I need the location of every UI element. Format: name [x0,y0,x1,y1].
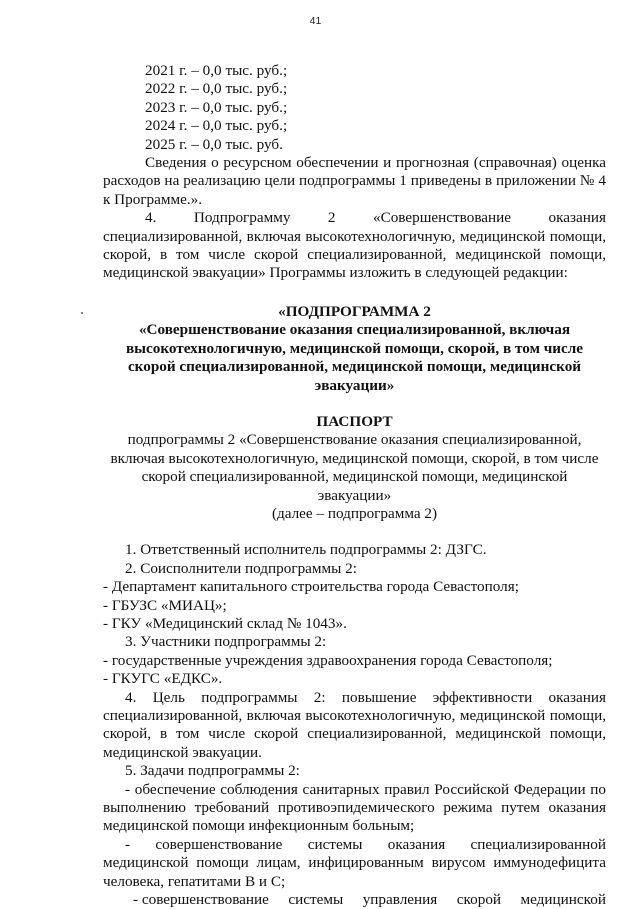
funding-2023: 2023 г. – 0,0 тыс. руб.; [145,98,288,116]
task-word: - совершенствование [133,891,269,909]
funding-2025: 2025 г. – 0,0 тыс. руб. [145,135,283,153]
passport-line4: (далее – подпрограмма 2) [271,504,438,522]
passport-line2: включая высокотехнологичную, медицинской помощи, скорой, в том числе [110,449,599,467]
subprogram-heading-line2: «Совершенствование оказания специализированной, включая [138,321,571,339]
funding-2021: 2021 г. – 0,0 тыс. руб.; [145,62,288,79]
participant-health-institutions: - государственные учреждения здравоохранения города Севастополя; [103,651,553,669]
task-hiv-care: - совершенствование системы оказания специализированной медицинской помощи лицам, инфицированным вирусом иммунодефицита человека, гепатитами В и С; [103,835,606,890]
passport-line1: подпрограммы 2 «Совершенствование оказания специализированной, [127,431,582,449]
task-ambulance-management [103,891,606,909]
item-participants: 3. Участники подпрограммы 2: [125,633,327,651]
item-tasks: 5. Задачи подпрограммы 2: [125,762,300,780]
item4-intro: 4. Подпрограмму 2 «Совершенствование оказания специализированной, включая высокотехнологичную, медицинской помощи, скорой, в том числе скорой специализированной, медицинской помощи, медицинской эвакуации» Программы изложить в следующей редакции: [103,209,606,282]
task-word: скорой [456,891,502,909]
funding-2022: 2022 г. – 0,0 тыс. руб.; [145,80,288,98]
task-word: управления [362,891,438,909]
task-word: системы [288,891,344,909]
scan-speck [81,312,83,314]
passport-line3: скорой специализированной, медицинской помощи, медицинской эвакуации» [141,468,568,504]
funding-2024: 2024 г. – 0,0 тыс. руб.; [145,117,288,135]
subprogram-heading-line5: эвакуации» [314,376,395,394]
subprogram-heading-line3: высокотехнологичную, медицинской помощи, скорой, в том числе [125,339,584,357]
task-word: медицинской [520,891,606,909]
resource-note: Сведения о ресурсном обеспечении и прогнозная (справочная) оценка расходов на реализацию цели подпрограммы 1 приведены в приложении № 4 к Программе.». [103,154,606,208]
passport-title: ПАСПОРТ [316,412,393,430]
document-body [103,62,606,909]
item-goal: 4. Цель подпрограммы 2: повышение эффективности оказания специализированной, включая высокотехнологичную, медицинской помощи, скорой, в том числе скорой специализированной, медицинской помощи, медицинской эвакуации. [103,688,606,761]
item-responsible: 1. Ответственный исполнитель подпрограммы 2: ДЗГС. [125,541,487,559]
item-coexecutors: 2. Соисполнители подпрограммы 2: [125,559,357,577]
subprogram-heading [103,303,606,395]
task-sanitary: - обеспечение соблюдения санитарных правил Российской Федерации по выполнению требований противоэпидемического режима путем оказания медицинской помощи инфекционным больным; [103,780,606,835]
page-number: 41 [309,15,322,27]
coexecutor-med-warehouse: - ГКУ «Медицинский склад № 1043». [103,614,347,632]
participant-edks: - ГКУГС «ЕДКС». [103,670,223,688]
coexecutor-miac: - ГБУЗС «МИАЦ»; [103,596,227,614]
coexecutor-dks: - Департамент капитального строительства города Севастополя; [103,578,519,596]
subprogram-heading-line4: скорой специализированной, медицинской помощи, медицинской [127,358,582,376]
subprogram-heading-line1: «ПОДПРОГРАММА 2 [278,302,431,320]
passport-block [103,413,606,523]
